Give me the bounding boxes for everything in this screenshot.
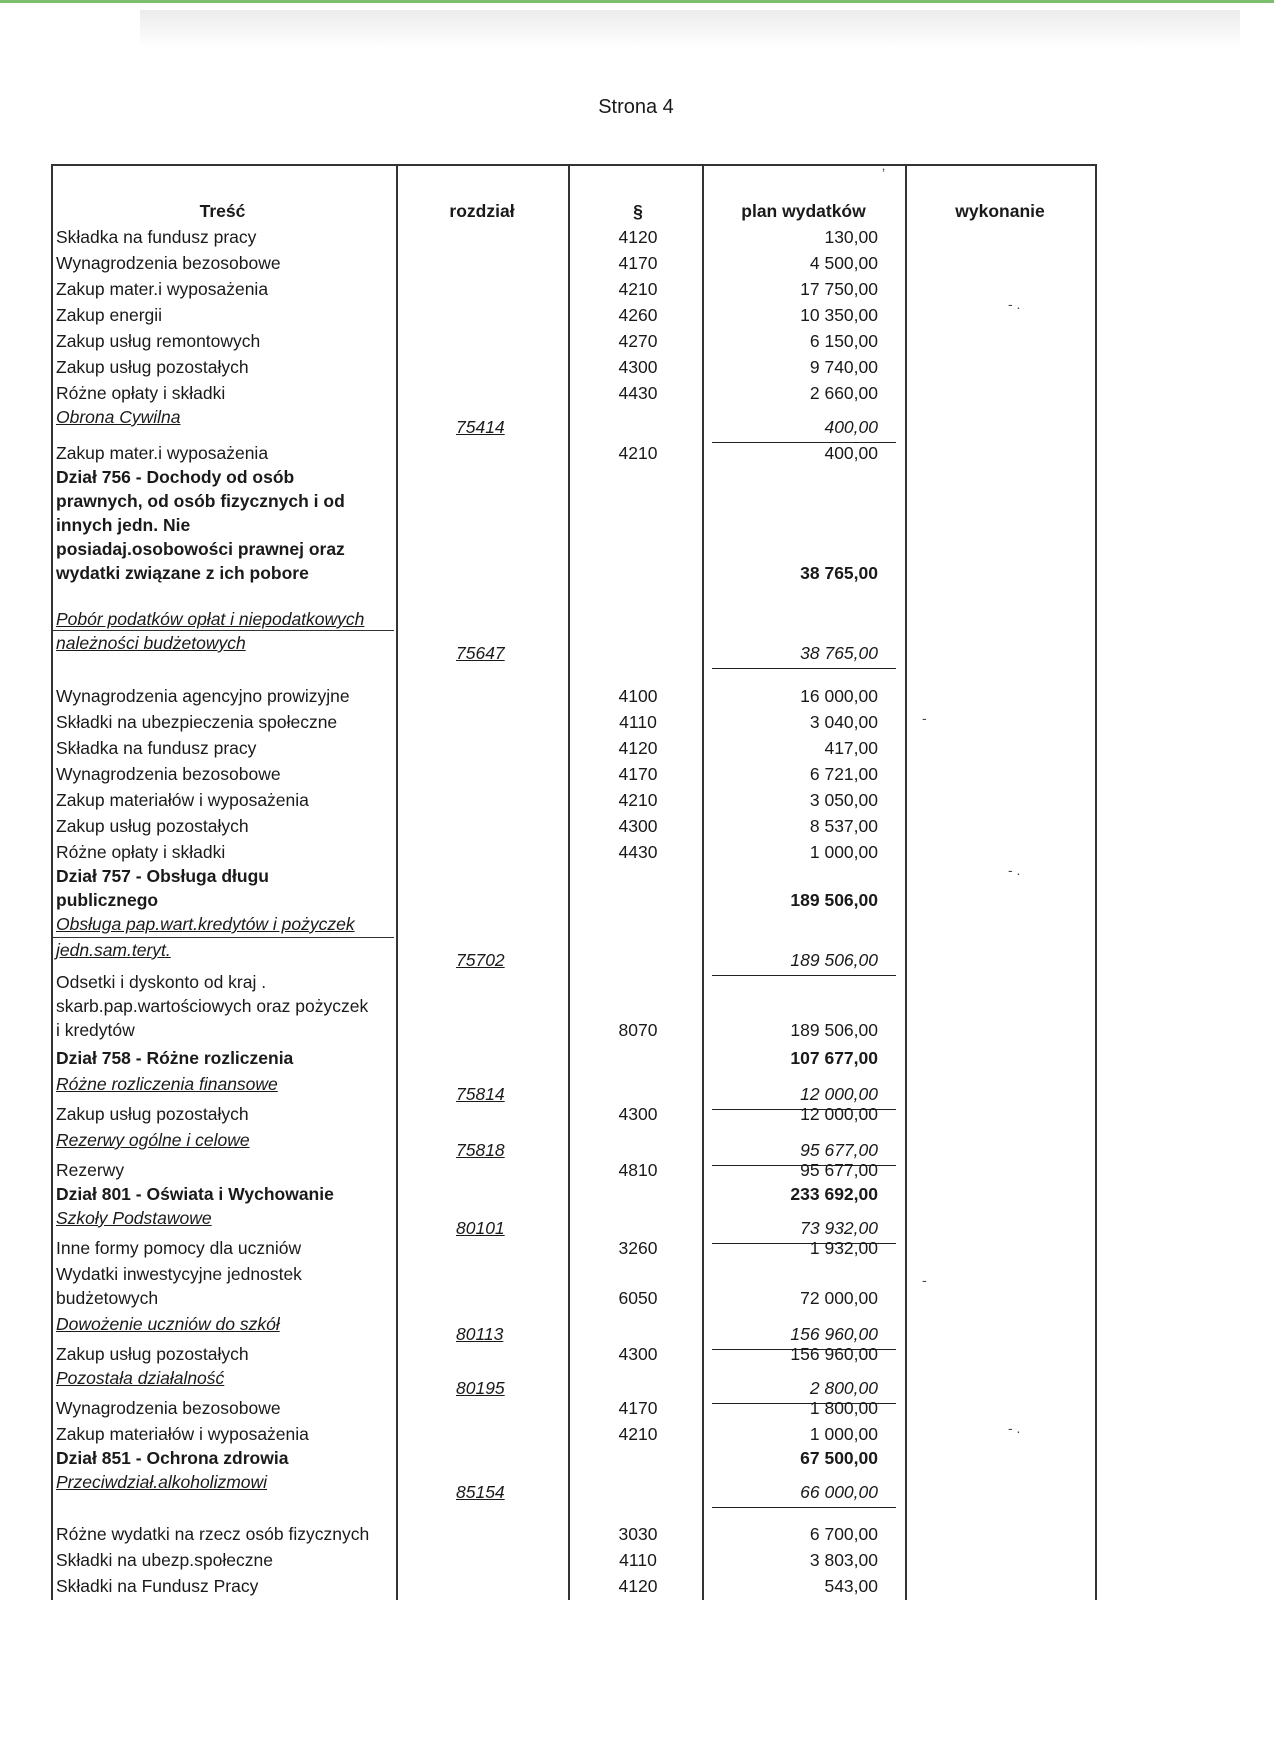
row-plan-value: 543,00 (824, 1576, 878, 1596)
table-row (0, 1421, 1274, 1447)
table-row (0, 787, 1274, 813)
page-header (0, 96, 1274, 119)
row-paragraf: 4300 (618, 357, 658, 377)
scan-shadow (140, 10, 1240, 48)
column-header-plan: plan wydatków (741, 201, 866, 221)
row-paragraf: 4210 (618, 790, 658, 810)
table-row (0, 1311, 1274, 1344)
row-paragraf: 4260 (618, 305, 658, 325)
row-description: Odsetki i dyskonto od kraj . (56, 972, 267, 992)
table-row (0, 911, 1274, 937)
table-row (0, 735, 1274, 761)
scan-artifact: ʼ (882, 166, 886, 182)
row-plan-value: 6 700,00 (809, 1524, 878, 1544)
scan-artifact: - . (1008, 1420, 1021, 1436)
row-description: Dział 851 - Ochrona zdrowia (56, 1448, 289, 1468)
table-row (0, 1157, 1274, 1183)
row-plan-value: 8 537,00 (809, 816, 878, 836)
row-plan-value: 73 932,00 (800, 1218, 878, 1238)
row-paragraf: 4120 (618, 738, 658, 758)
row-description: Różne rozliczenia finansowe (56, 1074, 278, 1094)
row-description: Składki na ubezp.społeczne (56, 1550, 273, 1570)
row-paragraf: 4170 (618, 253, 658, 273)
row-rozdzial: 80113 (456, 1324, 504, 1344)
table-row (0, 1547, 1274, 1573)
column-header-paragraf: § (633, 201, 643, 221)
table-row (0, 1365, 1274, 1398)
row-description: Przeciwdział.alkoholizmowi (56, 1472, 268, 1492)
row-plan-value: 1 800,00 (809, 1398, 878, 1418)
row-plan-value: 95 677,00 (800, 1140, 878, 1160)
row-paragraf: 4810 (618, 1160, 658, 1180)
row-description: Inne formy pomocy dla uczniów (56, 1238, 302, 1258)
row-plan-value: 16 000,00 (800, 686, 878, 706)
row-plan-value: 1 000,00 (809, 1424, 878, 1444)
table-row (0, 1181, 1274, 1207)
row-plan-value: 130,00 (824, 227, 878, 247)
row-paragraf: 4210 (618, 1424, 658, 1444)
row-description: Zakup usług remontowych (56, 331, 261, 351)
row-plan-value: 4 500,00 (809, 253, 878, 273)
row-description: Zakup usług pozostałych (56, 357, 249, 377)
row-description: Różne opłaty i składki (56, 383, 226, 403)
row-plan-value: 38 765,00 (800, 563, 878, 583)
row-description: Szkoły Podstawowe (56, 1208, 212, 1228)
row-description: Rezerwy ogólne i celowe (56, 1130, 250, 1150)
row-rozdzial: 75702 (456, 950, 505, 970)
row-rozdzial: 75647 (456, 643, 505, 663)
row-rozdzial: 85154 (456, 1482, 505, 1502)
scan-artifact: - (922, 1272, 927, 1288)
row-plan-value: 417,00 (824, 738, 878, 758)
row-paragraf: 4110 (619, 1550, 657, 1570)
row-description: Wynagrodzenia bezosobowe (56, 1398, 281, 1418)
row-paragraf: 4110 (619, 712, 657, 732)
row-plan-value: 1 932,00 (809, 1238, 878, 1258)
row-description: Zakup usług pozostałych (56, 1104, 249, 1124)
table-row (0, 1573, 1274, 1599)
table-row (0, 1071, 1274, 1104)
row-description: Zakup materiałów i wyposażenia (56, 790, 309, 810)
row-description: Różne wydatki na rzecz osób fizycznych (56, 1524, 370, 1544)
row-description: Zakup materiałów i wyposażenia (56, 1424, 309, 1444)
table-row (0, 354, 1274, 380)
row-paragraf: 4300 (618, 816, 658, 836)
row-plan-value: 6 721,00 (809, 764, 878, 784)
table-row (0, 560, 1274, 586)
table-row (0, 969, 1274, 995)
scan-artifact: - . (1008, 296, 1021, 312)
row-rozdzial: 75814 (456, 1084, 505, 1104)
row-description: Dział 756 - Dochody od osób (56, 467, 295, 487)
table-header-row (0, 198, 1274, 224)
row-plan-value: 107 677,00 (790, 1048, 878, 1068)
table-row (0, 630, 1274, 663)
scan-artifact: - (922, 710, 927, 726)
row-description: Różne opłaty i składki (56, 842, 226, 862)
table-row (0, 1235, 1274, 1261)
page-number: Strona 4 (598, 96, 674, 118)
row-description: Zakup usług pozostałych (56, 816, 249, 836)
row-plan-value: 2 800,00 (809, 1378, 878, 1398)
row-plan-value: 156 960,00 (790, 1344, 878, 1364)
row-description: Wynagrodzenia bezosobowe (56, 764, 281, 784)
row-plan-value: 400,00 (824, 417, 878, 437)
row-description: Składki na Fundusz Pracy (56, 1576, 259, 1596)
row-plan-value: 3 803,00 (809, 1550, 878, 1570)
table-row (0, 839, 1274, 865)
row-description: należności budżetowych (56, 633, 246, 653)
table-row (0, 1101, 1274, 1127)
table-row (0, 440, 1274, 466)
row-paragraf: 4120 (618, 1576, 658, 1596)
row-description: jedn.sam.teryt. (56, 940, 171, 960)
table-row (0, 250, 1274, 276)
table-row (0, 1017, 1274, 1043)
section-rule (51, 937, 394, 938)
scan-edge (0, 0, 1274, 3)
table-row (0, 1341, 1274, 1367)
scan-artifact: - . (1008, 862, 1021, 878)
row-description: innych jedn. Nie (56, 515, 191, 535)
table-row (0, 813, 1274, 839)
row-description: Rezerwy (56, 1160, 125, 1180)
row-paragraf: 3030 (618, 1524, 658, 1544)
row-plan-value: 3 040,00 (809, 712, 878, 732)
table-row (0, 1045, 1274, 1071)
row-description: budżetowych (56, 1288, 159, 1308)
row-plan-value: 189 506,00 (790, 890, 878, 910)
row-paragraf: 4120 (618, 227, 658, 247)
row-paragraf: 4300 (618, 1104, 658, 1124)
table-row (0, 380, 1274, 406)
table-row (0, 1469, 1274, 1502)
row-paragraf: 3260 (618, 1238, 658, 1258)
row-description: Zakup energii (56, 305, 163, 325)
row-plan-value: 189 506,00 (790, 950, 878, 970)
table-row (0, 1521, 1274, 1547)
row-description: Obrona Cywilna (56, 407, 181, 427)
row-plan-value: 10 350,00 (800, 305, 878, 325)
column-header-tresc: Treść (199, 201, 246, 221)
row-paragraf: 8070 (618, 1020, 658, 1040)
row-rozdzial: 75818 (456, 1140, 505, 1160)
row-description: Wynagrodzenia bezosobowe (56, 253, 281, 273)
row-description: wydatki związane z ich pobore (56, 563, 309, 583)
table-row (0, 1285, 1274, 1311)
subtotal-underline (712, 668, 896, 669)
row-plan-value: 12 000,00 (800, 1084, 878, 1104)
row-description: skarb.pap.wartościowych oraz pożyczek (56, 996, 369, 1016)
row-description: Dział 801 - Oświata i Wychowanie (56, 1184, 334, 1204)
row-description: Zakup usług pozostałych (56, 1344, 249, 1364)
row-description: Wydatki inwestycyjne jednostek (56, 1264, 302, 1284)
table-row (0, 404, 1274, 437)
row-description: Dowożenie uczniów do szkół (56, 1314, 280, 1334)
row-plan-value: 9 740,00 (809, 357, 878, 377)
row-rozdzial: 80195 (456, 1378, 505, 1398)
table-row (0, 887, 1274, 913)
row-paragraf: 4300 (618, 1344, 658, 1364)
row-description: Dział 758 - Różne rozliczenia (56, 1048, 294, 1068)
subtotal-underline (712, 1507, 896, 1508)
table-row (0, 606, 1274, 632)
table-row (0, 937, 1274, 970)
table-row (0, 1205, 1274, 1238)
row-plan-value: 66 000,00 (800, 1482, 878, 1502)
row-plan-value: 400,00 (824, 443, 878, 463)
table-row (0, 536, 1274, 562)
table-row (0, 512, 1274, 538)
table-row (0, 683, 1274, 709)
table-row (0, 488, 1274, 514)
table-row (0, 464, 1274, 490)
row-description: Wynagrodzenia agencyjno prowizyjne (56, 686, 350, 706)
table-row (0, 993, 1274, 1019)
table-row (0, 328, 1274, 354)
row-rozdzial: 75414 (456, 417, 505, 437)
row-description: Dział 757 - Obsługa długu (56, 866, 269, 886)
table-row (0, 276, 1274, 302)
row-description: prawnych, od osób fizycznych i od (56, 491, 345, 511)
row-plan-value: 72 000,00 (800, 1288, 878, 1308)
row-paragraf: 4270 (618, 331, 658, 351)
row-description: Pobór podatków opłat i niepodatkowych (56, 609, 365, 629)
row-rozdzial: 80101 (456, 1218, 505, 1238)
row-plan-value: 38 765,00 (800, 643, 878, 663)
row-plan-value: 67 500,00 (800, 1448, 878, 1468)
row-description: Obsługa pap.wart.kredytów i pożyczek (56, 914, 355, 934)
row-plan-value: 156 960,00 (790, 1324, 878, 1344)
table-row (0, 224, 1274, 250)
table-row (0, 1127, 1274, 1160)
row-description: Zakup mater.i wyposażenia (56, 443, 269, 463)
table-row (0, 1261, 1274, 1287)
row-description: Składki na ubezpieczenia społeczne (56, 712, 338, 732)
row-description: Składka na fundusz pracy (56, 227, 257, 247)
row-paragraf: 4430 (618, 842, 658, 862)
row-description: publicznego (56, 890, 159, 910)
table-row (0, 302, 1274, 328)
section-rule (51, 630, 394, 631)
row-description: i kredytów (56, 1020, 135, 1040)
row-description: Pozostała działalność (56, 1368, 225, 1388)
row-paragraf: 4210 (618, 279, 658, 299)
row-plan-value: 1 000,00 (809, 842, 878, 862)
row-paragraf: 4170 (618, 1398, 658, 1418)
row-description: Zakup mater.i wyposażenia (56, 279, 269, 299)
row-plan-value: 233 692,00 (790, 1184, 878, 1204)
row-plan-value: 2 660,00 (809, 383, 878, 403)
row-description: Składka na fundusz pracy (56, 738, 257, 758)
row-plan-value: 17 750,00 (800, 279, 878, 299)
table-row (0, 1445, 1274, 1471)
row-plan-value: 12 000,00 (800, 1104, 878, 1124)
table-row (0, 1395, 1274, 1421)
table-row (0, 761, 1274, 787)
row-paragraf: 6050 (618, 1288, 658, 1308)
row-paragraf: 4210 (618, 443, 658, 463)
row-description: posiadaj.osobowości prawnej oraz (56, 539, 345, 559)
row-paragraf: 4100 (618, 686, 658, 706)
column-header-wykonanie: wykonanie (955, 201, 1045, 221)
row-plan-value: 6 150,00 (809, 331, 878, 351)
table-row (0, 863, 1274, 889)
row-paragraf: 4430 (618, 383, 658, 403)
column-header-rozdzial: rozdział (449, 201, 515, 221)
row-plan-value: 95 677,00 (800, 1160, 878, 1180)
row-plan-value: 189 506,00 (790, 1020, 878, 1040)
table-row (0, 709, 1274, 735)
row-plan-value: 3 050,00 (809, 790, 878, 810)
row-paragraf: 4170 (618, 764, 658, 784)
